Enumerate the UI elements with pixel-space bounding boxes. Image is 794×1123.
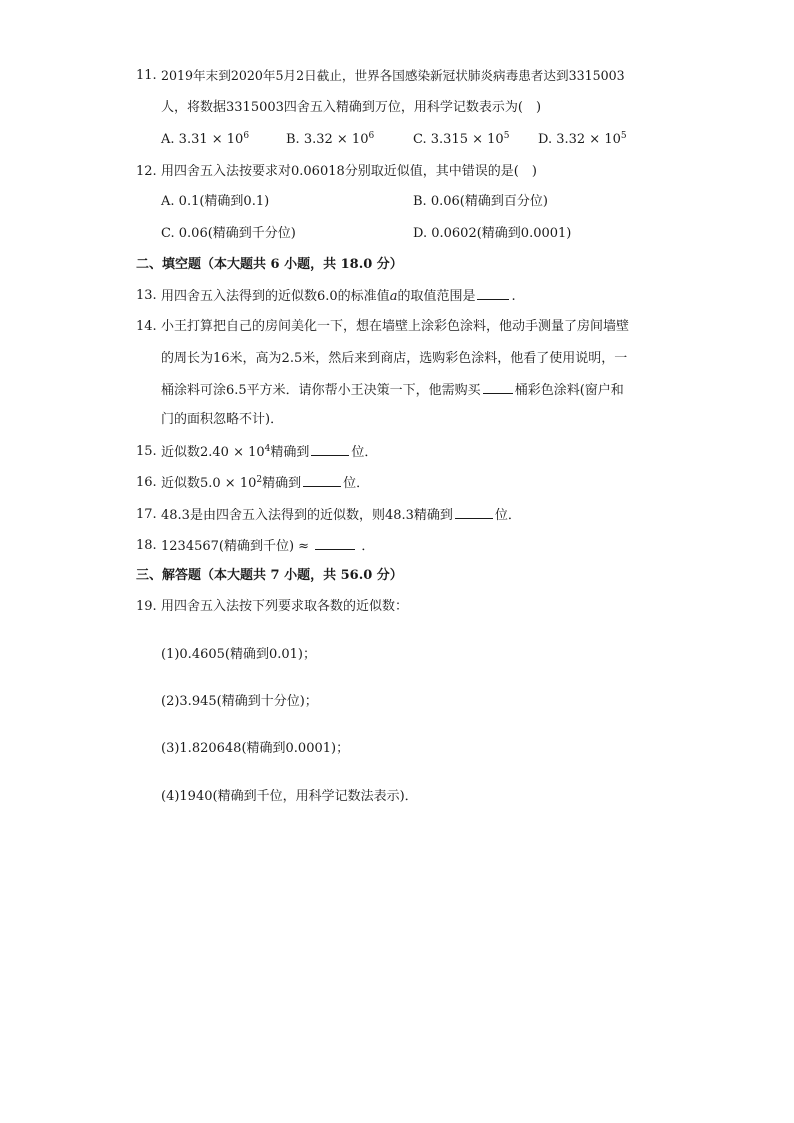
question-17-number: 17.: [136, 507, 157, 522]
question-19-part-3: (3)1.820648(精确到0.0001)；: [161, 741, 350, 756]
question-13-number: 13.: [136, 288, 157, 303]
question-12-option-a[interactable]: A. 0.1(精确到0.1): [161, 194, 270, 209]
question-14-line2: 的周长为16米，高为2.5米，然后来到商店，选购彩色涂料，他看了使用说明，一: [161, 351, 628, 366]
question-19-text: 用四舍五入法按下列要求取各数的近似数：: [161, 599, 409, 614]
question-16-text: 近似数$5.0 \times 10^2$精确到 位．: [161, 475, 370, 491]
question-14-line4: 门的面积忽略不计)．: [161, 412, 284, 427]
question-11-option-d[interactable]: D. $3.32 \times 10^5$: [538, 131, 627, 147]
answer-blank[interactable]: [311, 443, 349, 456]
question-14-line3: 桶涂料可涂6.5平方米．请你帮小王决策一下，他需购买 桶彩色涂料(窗户和: [161, 383, 624, 398]
answer-blank[interactable]: [483, 381, 513, 394]
answer-blank[interactable]: [477, 287, 509, 300]
question-15-number: 15.: [136, 444, 157, 459]
question-12-number: 12.: [136, 164, 157, 179]
question-18-number: 18.: [136, 538, 157, 553]
answer-blank[interactable]: [455, 506, 493, 519]
answer-blank[interactable]: [303, 474, 341, 487]
question-11-option-b[interactable]: B. $3.32 \times 10^6$: [286, 131, 375, 147]
question-11-line1: 2019年末到2020年5月2日截止，世界各国感染新冠状肺炎病毒患者达到3315003: [161, 68, 625, 83]
question-19-part-4: (4)1940(精确到千位，用科学记数法表示)．: [161, 789, 418, 804]
question-17-text: 48.3是由四舍五入法得到的近似数，则48.3精确到 位．: [161, 508, 521, 523]
question-18-text: 1234567(精确到千位) ≈ ．: [161, 539, 375, 554]
question-11-option-c[interactable]: C. $3.315 \times 10^5$: [413, 131, 510, 147]
answer-blank[interactable]: [315, 537, 355, 550]
question-12-text: 用四舍五入法按要求对0.06018分别取近似值，其中错误的是( ): [161, 164, 537, 179]
question-14-line1: 小王打算把自己的房间美化一下，想在墙壁上涂彩色涂料，他动手测量了房间墙壁: [161, 319, 630, 334]
section-solution-heading: 三、解答题（本大题共 7 小题，共 56.0 分）: [136, 568, 403, 583]
question-11-option-a[interactable]: A. $3.31 \times 10^6$: [161, 131, 250, 147]
question-16-number: 16.: [136, 475, 157, 490]
question-12-option-c[interactable]: C. 0.06(精确到千分位): [161, 226, 296, 241]
section-fill-blank-heading: 二、填空题（本大题共 6 小题，共 18.0 分）: [136, 257, 403, 272]
question-19-part-2: (2)3.945(精确到十分位)；: [161, 694, 318, 709]
question-15-text: 近似数$2.40 \times 10^4$精确到 位．: [161, 444, 378, 460]
question-11-line2: 人，将数据3315003四舍五入精确到万位，用科学记数表示为( ): [161, 100, 542, 115]
question-14-number: 14.: [136, 319, 157, 334]
question-12-option-d[interactable]: D. 0.0602(精确到0.0001): [413, 226, 572, 241]
question-13-text: 用四舍五入法得到的近似数6.0的标准值a的取值范围是 .: [161, 289, 516, 304]
question-19-number: 19.: [136, 599, 157, 614]
question-12-option-b[interactable]: B. 0.06(精确到百分位): [413, 194, 548, 209]
question-11-number: 11.: [136, 68, 157, 83]
question-19-part-1: (1)0.4605(精确到0.01)；: [161, 647, 316, 662]
